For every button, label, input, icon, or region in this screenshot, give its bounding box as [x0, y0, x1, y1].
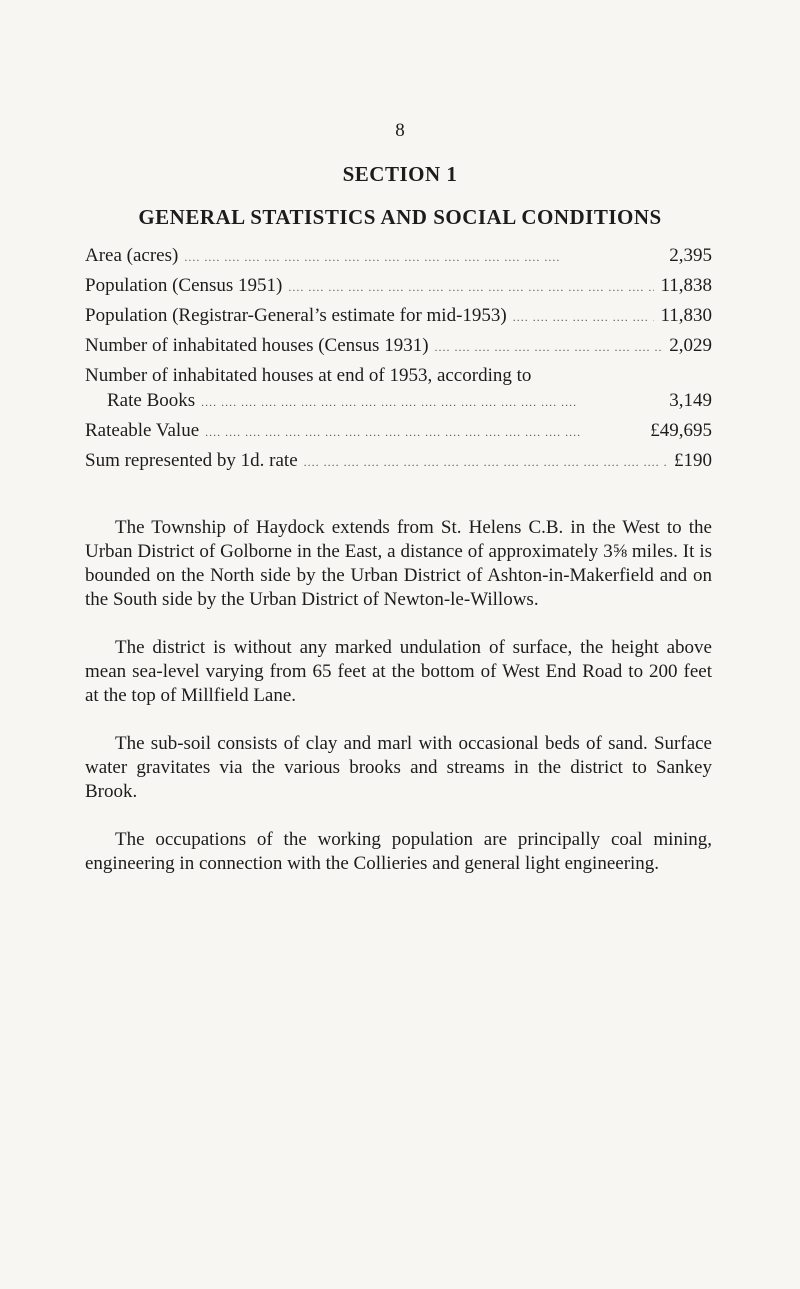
stat-label: Area (acres)	[85, 245, 179, 266]
stat-row-houses-census	[85, 333, 712, 360]
paragraph-subsoil: The sub-soil consists of clay and marl with occasional beds of sand. Surface water gravitates via the various brooks and streams in the district to Sankey Brook.	[85, 733, 712, 802]
stat-label: Population (Registrar-General’s estimate for mid-1953)	[85, 305, 507, 326]
dot-leader	[184, 245, 663, 270]
stat-row-population-estimate	[85, 303, 712, 330]
statistics-table	[85, 243, 712, 475]
stat-value: 2,395	[669, 245, 712, 266]
dot-leader	[304, 450, 668, 475]
stat-value: £49,695	[650, 420, 712, 441]
stat-row-houses-1953-heading: Number of inhabitated houses at end of 1953, according to	[85, 365, 532, 386]
body-text	[85, 516, 712, 900]
stat-label: Population (Census 1951)	[85, 275, 283, 296]
stat-value: £190	[674, 450, 712, 471]
stat-value: 11,830	[660, 305, 712, 326]
stat-value: 2,029	[669, 335, 712, 356]
stat-row-population-census	[85, 273, 712, 300]
stat-row-houses-1953	[85, 388, 712, 415]
paragraph-topography: The district is without any marked undulation of surface, the height above mean sea-level varying from 65 feet at the bottom of West End Road to 200 feet at the top of Millfield Lane.	[85, 637, 712, 706]
stat-value: 3,149	[669, 390, 712, 411]
stat-row-rateable-value	[85, 418, 712, 445]
stat-label: Rateable Value	[85, 420, 200, 441]
section-title: SECTION 1	[342, 162, 458, 186]
dot-leader	[205, 420, 644, 445]
stat-label: Rate Books	[107, 390, 196, 411]
stat-label: Sum represented by 1d. rate	[85, 450, 298, 471]
stat-label: Number of inhabitated houses (Census 1931)	[85, 335, 429, 356]
paragraph-boundaries: The Township of Haydock extends from St. Helens C.B. in the West to the Urban District of Golborne in the East, a distance of approximately 3⅝ miles. It is bounded on the North side by the Urban District of Ashton-in-Makerfield and on the South side by the Urban District of Newton-le-Willows.	[85, 517, 712, 610]
dot-leader	[435, 335, 664, 360]
paragraph-occupations: The occupations of the working population are principally coal mining, engineering in connection with the Collieries and general light engineering.	[85, 829, 712, 874]
dot-leader	[201, 390, 663, 415]
page-heading: GENERAL STATISTICS AND SOCIAL CONDITIONS	[138, 205, 662, 229]
page-number: 8	[395, 120, 405, 141]
stat-value: 11,838	[660, 275, 712, 296]
stat-row-penny-rate	[85, 448, 712, 475]
dot-leader	[513, 305, 655, 330]
stat-row-area	[85, 243, 712, 270]
dot-leader	[288, 275, 654, 300]
